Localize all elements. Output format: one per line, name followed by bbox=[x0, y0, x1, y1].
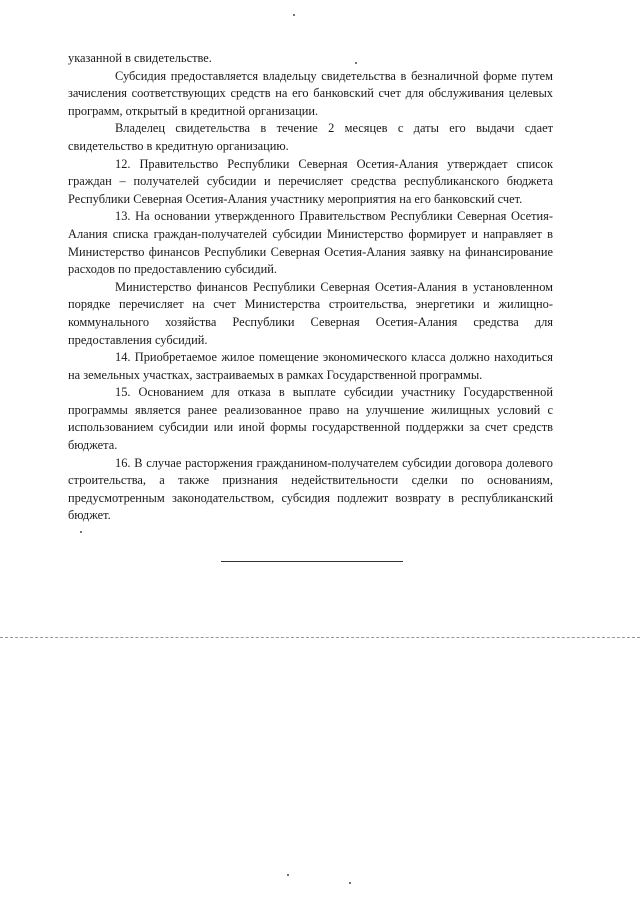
scan-speck bbox=[287, 874, 289, 876]
paragraph-item-12: 12. Правительство Республики Северная Осетия-Алания утверждает список граждан – получателей субсидии и перечисляет средства республиканского бюджета Республики Северная Осетия-Алания участнику мероприятия на его банковский счет. bbox=[68, 156, 553, 206]
scan-speck bbox=[293, 14, 295, 16]
paragraph-certificate-submission: Владелец свидетельства в течение 2 месяцев с даты его выдачи сдает свидетельство в кредитную организацию. bbox=[68, 121, 553, 153]
closing-divider bbox=[221, 561, 403, 562]
paragraph-continuation: указанной в свидетельстве. bbox=[68, 51, 212, 65]
scan-speck bbox=[80, 531, 82, 533]
scan-speck bbox=[349, 882, 351, 884]
paragraph-item-16: 16. В случае расторжения гражданином-получателем субсидии договора долевого строительства, а также признания недействительности сделки по основаниям, предусмотренным законодательством, субсидия подлежит возврату в республиканский бюджет. bbox=[68, 455, 553, 523]
paragraph-item-13: 13. На основании утвержденного Правительством Республики Северная Осетия-Алания списка граждан-получателей субсидии Министерство формирует и направляет в Министерство финансов Республики Северная Осетия-Алания заявку на финансирование расходов по предоставлению субсидий. bbox=[68, 209, 553, 277]
scan-artifact-line bbox=[0, 637, 640, 638]
document-body bbox=[68, 50, 553, 525]
paragraph-item-14: 14. Приобретаемое жилое помещение экономического класса должно находиться на земельных участках, застраиваемых в рамках Государственной программы. bbox=[68, 350, 553, 382]
paragraph-ministry-finance: Министерство финансов Республики Северная Осетия-Алания в установленном порядке перечисляет на счет Министерства строительства, энергетики и жилищно-коммунального хозяйства Республики Северная Осетия-Алания средства для предоставления субсидий. bbox=[68, 279, 553, 347]
scan-speck bbox=[355, 62, 357, 64]
paragraph-item-15: 15. Основанием для отказа в выплате субсидии участнику Государственной программы является ранее реализованное право на улучшение жилищных условий с использованием субсидии или иной формы государственной поддержки за счет средств бюджета. bbox=[68, 385, 553, 453]
paragraph-subsidy-transfer: Субсидия предоставляется владельцу свидетельства в безналичной форме путем зачисления соответствующих средств на его банковский счет для обслуживания целевых программ, открытый в кредитной организации. bbox=[68, 68, 553, 118]
